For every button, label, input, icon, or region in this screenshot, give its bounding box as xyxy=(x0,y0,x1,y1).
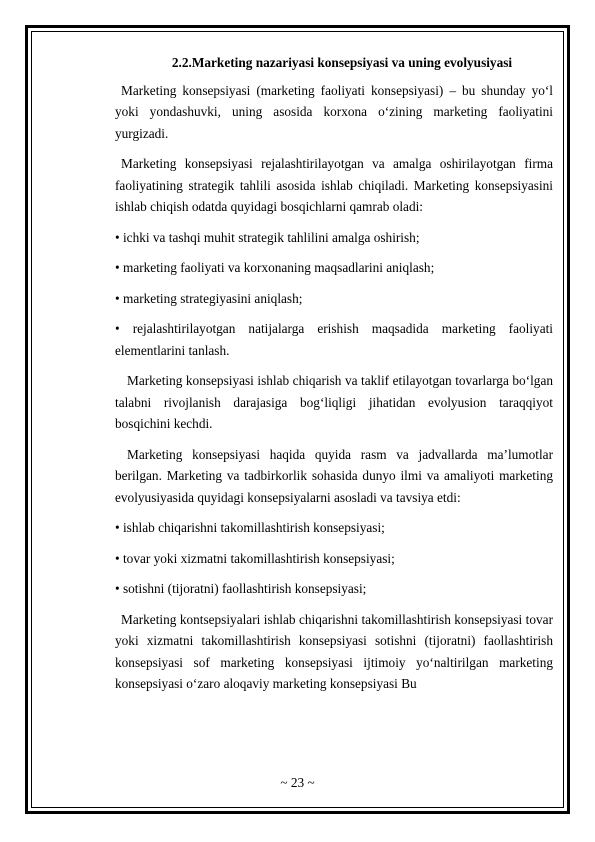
bullet-item: • ishlab chiqarishni takomillashtirish konsepsiyasi; xyxy=(115,520,385,535)
page-number: ~ 23 ~ xyxy=(280,775,315,790)
paragraph-definition: Marketing konsepsiyasi (marketing faoliyati konsepsiyasi) – bu shunday yo‘l yoki yondashuvki, uning asosida korxona o‘zining marketing faoliyatini yurgizadi. xyxy=(115,82,553,141)
paragraph-development: Marketing konsepsiyasi rejalashtirilayotgan va amalga oshirilayotgan firma faoliyatining strategik tahlili asosida ishlab chiqiladi. Marketing konsepsiyasini ishlab chiqish odatda quyidagi bosqichlarni qamrab oladi: xyxy=(115,156,553,214)
paragraph-concepts-intro: Marketing konsepsiyasi haqida quyida rasm va jadvallarda ma’lumotlar berilgan. Marketing va tadbirkorlik sohasida dunyo ilmi va amaliyoti marketing evolyusiyasida quyidagi konsepsiyalarni asosladi va tavsiya etdi: xyxy=(115,446,553,505)
bullet-item: • marketing faoliyati va korxonaning maqsadlarini aniqlash; xyxy=(115,260,435,275)
bullet-item: • sotishni (tijoratni) faollashtirish konsepsiyasi; xyxy=(115,581,367,596)
bullet-item: • tovar yoki xizmatni takomillashtirish konsepsiyasi; xyxy=(115,550,395,566)
bullet-item: • ichki va tashqi muhit strategik tahlilini amalga oshirish; xyxy=(115,229,420,245)
section-heading: 2.2.Marketing nazariyasi konsepsiyasi va uning evolyusiyasi xyxy=(171,55,513,70)
document-body xyxy=(115,52,553,704)
paragraph-evolution: Marketing konsepsiyasi ishlab chiqarish va taklif etilayotgan tovarlarga bo‘lgan talabni rivojlanish darajasiga bog‘liqligi jihatidan evolyusion taraqqiyot bosqichini kechdi. xyxy=(115,373,553,431)
paragraph-concepts-list: Marketing kontsepsiyalari ishlab chiqarishni takomillashtirish konsepsiyasi tovar yoki xizmatni takomillashtirish konsepsiyasi sotishni (tijoratni) faollashtirish konsepsiyasi sof marketing konsepsiyasi ijtimoiy yo‘naltirilgan marketing konsepsiyasi o‘zaro aloqaviy marketing konsepsiyasi Bu xyxy=(115,611,553,691)
bullet-item: • rejalashtirilayotgan natijalarga erishish maqsadida marketing faoliyati elementlarini tanlash. xyxy=(115,321,553,358)
bullet-item: • marketing strategiyasini aniqlash; xyxy=(115,290,303,306)
